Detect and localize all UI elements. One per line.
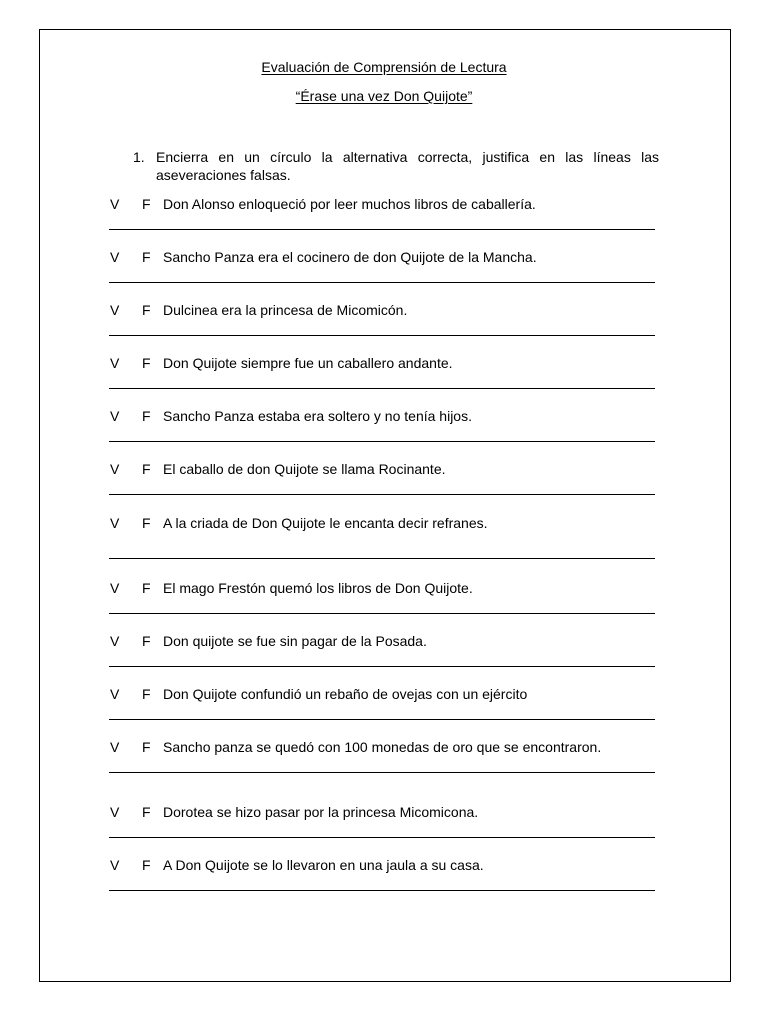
true-option[interactable]: V bbox=[110, 196, 120, 212]
true-option[interactable]: V bbox=[110, 804, 120, 820]
statement-text: El caballo de don Quijote se llama Rocinante. bbox=[163, 461, 446, 477]
false-option[interactable]: F bbox=[142, 515, 151, 531]
false-option[interactable]: F bbox=[142, 633, 151, 649]
statement-text: Don Quijote siempre fue un caballero andante. bbox=[163, 355, 453, 371]
false-option[interactable]: F bbox=[142, 739, 151, 755]
true-option[interactable]: V bbox=[110, 302, 120, 318]
true-option[interactable]: V bbox=[110, 686, 120, 702]
true-false-item bbox=[0, 856, 768, 896]
true-option[interactable]: V bbox=[110, 857, 120, 873]
false-option[interactable]: F bbox=[142, 408, 151, 424]
statement-text: Sancho Panza estaba era soltero y no tenía hijos. bbox=[163, 408, 472, 424]
statement-text: A la criada de Don Quijote le encanta decir refranes. bbox=[163, 515, 488, 531]
false-option[interactable]: F bbox=[142, 355, 151, 371]
statement-text: A Don Quijote se lo llevaron en una jaula a su casa. bbox=[163, 857, 484, 873]
statement-text: Dorotea se hizo pasar por la princesa Micomicona. bbox=[163, 804, 479, 820]
true-false-item bbox=[0, 407, 768, 447]
document-title: Evaluación de Comprensión de Lectura bbox=[261, 59, 507, 75]
answer-line[interactable] bbox=[109, 837, 655, 838]
true-false-item bbox=[0, 685, 768, 725]
true-false-item bbox=[0, 632, 768, 672]
statement-text: Sancho panza se quedó con 100 monedas de oro que se encontraron. bbox=[163, 739, 602, 755]
true-false-item bbox=[0, 248, 768, 288]
true-false-item bbox=[0, 579, 768, 619]
statement-text: Sancho Panza era el cocinero de don Quijote de la Mancha. bbox=[163, 249, 537, 265]
true-option[interactable]: V bbox=[110, 408, 120, 424]
statement-text: Don Alonso enloqueció por leer muchos libros de caballería. bbox=[163, 196, 536, 212]
answer-line[interactable] bbox=[109, 890, 655, 891]
true-false-item bbox=[0, 354, 768, 394]
true-false-item bbox=[0, 301, 768, 341]
false-option[interactable]: F bbox=[142, 302, 151, 318]
answer-line[interactable] bbox=[109, 388, 655, 389]
answer-line[interactable] bbox=[109, 229, 655, 230]
document-subtitle: “Érase una vez Don Quijote” bbox=[295, 88, 473, 104]
true-option[interactable]: V bbox=[110, 249, 120, 265]
statement-text: Don quijote se fue sin pagar de la Posada. bbox=[163, 633, 427, 649]
statement-text: Dulcinea era la princesa de Micomicón. bbox=[163, 302, 408, 318]
answer-line[interactable] bbox=[109, 335, 655, 336]
answer-line[interactable] bbox=[109, 613, 655, 614]
false-option[interactable]: F bbox=[142, 196, 151, 212]
statement-text: Don Quijote confundió un rebaño de ovejas con un ejército bbox=[163, 686, 528, 702]
answer-line[interactable] bbox=[109, 558, 655, 559]
true-false-item bbox=[0, 738, 768, 778]
instruction bbox=[133, 148, 659, 184]
instruction-text: Encierra en un círculo la alternativa correcta, justifica en las líneas las aseveraciones falsas. bbox=[156, 149, 659, 183]
true-false-item bbox=[0, 803, 768, 843]
true-false-item bbox=[0, 514, 768, 554]
true-option[interactable]: V bbox=[110, 580, 120, 596]
answer-line[interactable] bbox=[109, 441, 655, 442]
answer-line[interactable] bbox=[109, 666, 655, 667]
answer-line[interactable] bbox=[109, 719, 655, 720]
true-option[interactable]: V bbox=[110, 355, 120, 371]
true-option[interactable]: V bbox=[110, 633, 120, 649]
false-option[interactable]: F bbox=[142, 249, 151, 265]
answer-line[interactable] bbox=[109, 772, 655, 773]
true-false-item bbox=[0, 460, 768, 500]
answer-line[interactable] bbox=[109, 494, 655, 495]
true-false-item bbox=[0, 195, 768, 235]
false-option[interactable]: F bbox=[142, 804, 151, 820]
true-option[interactable]: V bbox=[110, 461, 120, 477]
false-option[interactable]: F bbox=[142, 857, 151, 873]
false-option[interactable]: F bbox=[142, 461, 151, 477]
statement-text: El mago Frestón quemó los libros de Don Quijote. bbox=[163, 580, 473, 596]
answer-line[interactable] bbox=[109, 282, 655, 283]
true-option[interactable]: V bbox=[110, 515, 120, 531]
instruction-number: 1. bbox=[133, 149, 145, 165]
false-option[interactable]: F bbox=[142, 580, 151, 596]
false-option[interactable]: F bbox=[142, 686, 151, 702]
true-option[interactable]: V bbox=[110, 739, 120, 755]
